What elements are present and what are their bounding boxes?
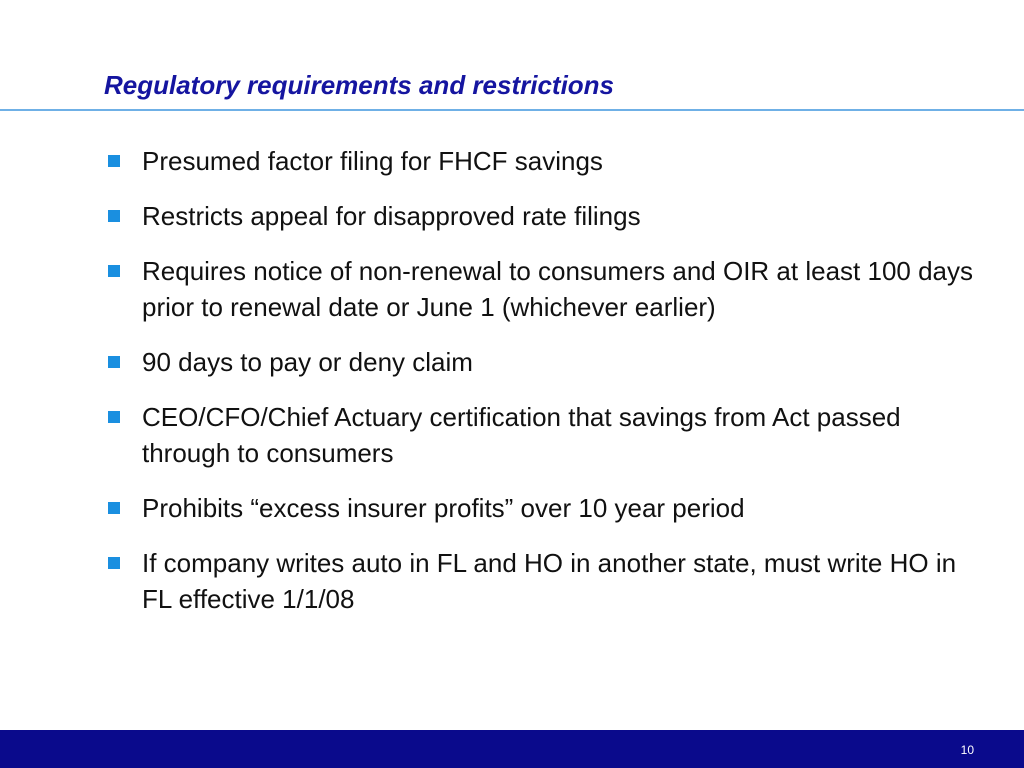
footer-bar <box>0 730 1024 768</box>
square-bullet-icon <box>108 265 120 277</box>
square-bullet-icon <box>108 411 120 423</box>
square-bullet-icon <box>108 557 120 569</box>
square-bullet-icon <box>108 502 120 514</box>
square-bullet-icon <box>108 210 120 222</box>
bullet-item <box>106 198 986 234</box>
bullet-item <box>106 253 986 325</box>
page-number: 10 <box>960 743 974 757</box>
bullet-item <box>106 399 986 471</box>
bullet-text: Prohibits “excess insurer profits” over 10 year period <box>142 493 745 523</box>
title-divider <box>0 109 1024 111</box>
slide-title: Regulatory requirements and restrictions <box>104 70 615 100</box>
bullet-item <box>106 545 986 617</box>
bullet-text: Requires notice of non-renewal to consumers and OIR at least 100 days prior to renewal date or June 1 (whichever earlier) <box>142 256 974 322</box>
square-bullet-icon <box>108 356 120 368</box>
bullet-text: CEO/CFO/Chief Actuary certification that savings from Act passed through to consumers <box>142 402 901 468</box>
bullet-item <box>106 143 986 179</box>
bullet-text: Restricts appeal for disapproved rate filings <box>142 201 641 231</box>
bullet-text: Presumed factor filing for FHCF savings <box>142 146 603 176</box>
square-bullet-icon <box>108 155 120 167</box>
bullet-list <box>106 143 986 636</box>
bullet-item <box>106 344 986 380</box>
bullet-item <box>106 490 986 526</box>
bullet-text: 90 days to pay or deny claim <box>142 347 473 377</box>
bullet-text: If company writes auto in FL and HO in another state, must write HO in FL effective 1/1/08 <box>142 548 957 614</box>
